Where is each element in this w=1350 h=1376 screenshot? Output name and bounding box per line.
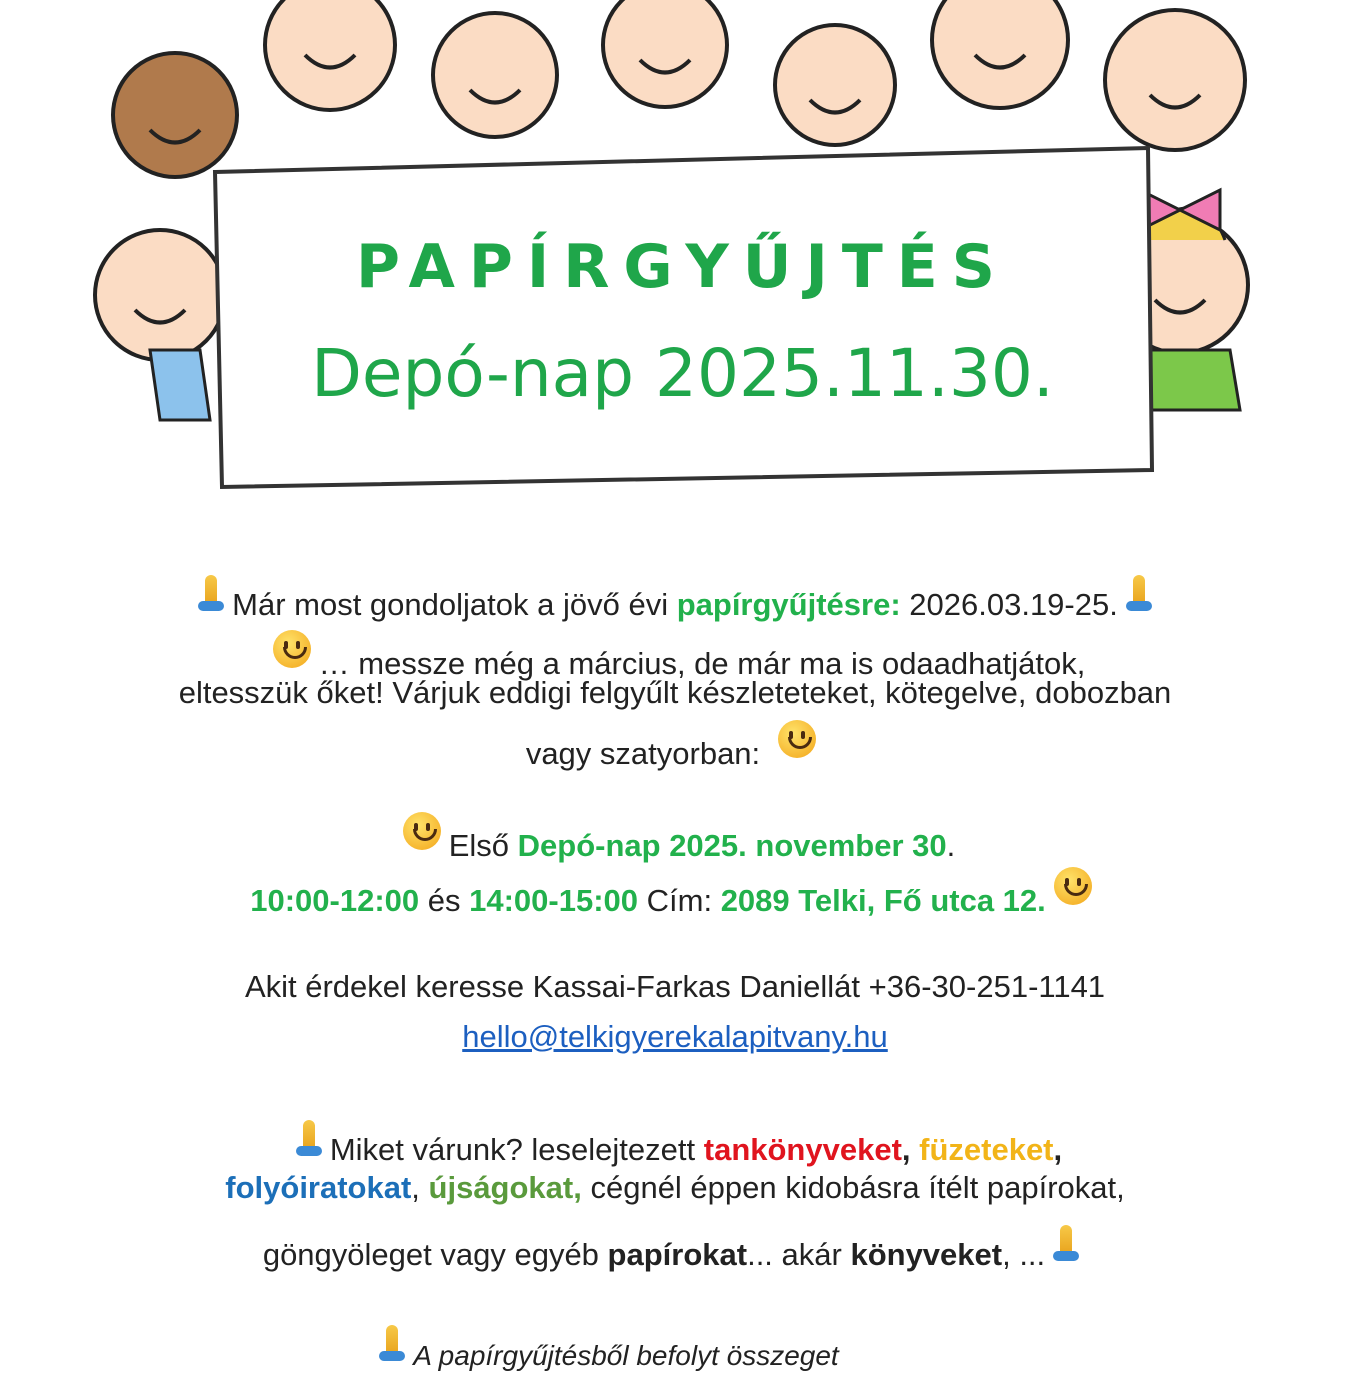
sign-subtitle: Depó-nap 2025.11.30.	[311, 335, 1054, 412]
para4-line1	[0, 1325, 1280, 1376]
sign-board	[215, 148, 1152, 487]
pray-icon	[1051, 1225, 1081, 1261]
smiley-icon	[273, 630, 311, 668]
address: 2089 Telki, Fő utca 12.	[720, 883, 1046, 918]
item-newspapers: újságokat,	[428, 1170, 582, 1205]
date-range: 2026.03.19-25.	[900, 587, 1118, 622]
para1-line1	[0, 575, 1350, 625]
para2-line2	[0, 867, 1350, 921]
smiley-icon	[1054, 867, 1092, 905]
text: … messze még a március, de már ma is odaadhatjátok,	[318, 646, 1086, 681]
para3-line2: folyóiratokat, újságokat, cégnél éppen kidobásra ítélt papírokat,	[225, 1170, 1125, 1205]
email-link[interactable]: hello@telkigyerekalapitvany.hu	[462, 1019, 888, 1054]
pray-icon	[377, 1325, 407, 1361]
banner	[0, 0, 1350, 500]
text: Már most gondoljatok a jövő évi	[232, 587, 677, 622]
time-slot-1: 10:00-12:00	[250, 883, 420, 918]
highlight: papírgyűjtésre:	[676, 587, 901, 622]
text: és	[419, 883, 470, 918]
address-label: Cím:	[638, 883, 721, 918]
text: .	[946, 828, 956, 863]
para1-line3: eltesszük őket! Várjuk eddigi felgyűlt készleteteket, kötegelve, dobozban	[178, 675, 1172, 710]
item-notebooks: füzeteket	[919, 1132, 1054, 1167]
time-slot-2: 14:00-15:00	[469, 883, 639, 918]
sign-title: PAPÍRGYŰJTÉS	[356, 232, 1009, 302]
text: Első	[448, 828, 518, 863]
text: cégnél éppen kidobásra ítélt papírokat,	[581, 1170, 1125, 1205]
para2-line1	[0, 812, 1350, 866]
item-books: könyveket	[850, 1237, 1003, 1272]
contact-text: Akit érdekel keresse Kassai-Farkas Daniellát +36-30-251-1141	[244, 969, 1106, 1004]
text: A papírgyűjtésből befolyt összeget	[413, 1340, 839, 1371]
pray-icon	[196, 575, 226, 611]
text: Miket várunk? leselejtezett	[329, 1132, 704, 1167]
para3-line1: Miket várunk? leselejtezett tankönyveket, füzeteket,	[0, 1120, 1350, 1170]
text: göngyöleget vagy egyéb	[262, 1237, 608, 1272]
item-textbooks: tankönyveket	[703, 1132, 902, 1167]
depo-date: Depó-nap 2025. november 30	[517, 828, 947, 863]
pray-icon	[294, 1120, 324, 1156]
para3-line3	[0, 1225, 1350, 1275]
smiley-icon	[403, 812, 441, 850]
pray-icon	[1124, 575, 1154, 611]
smiley-icon	[778, 720, 816, 758]
para1-line4	[0, 720, 1350, 774]
text: vagy szatyorban:	[525, 736, 761, 771]
item-papers: papírokat	[607, 1237, 748, 1272]
text: , ...	[1002, 1237, 1046, 1272]
item-periodicals: folyóiratokat	[225, 1170, 412, 1205]
contact-email-line	[0, 1017, 1350, 1057]
text: ... akár	[747, 1237, 851, 1272]
